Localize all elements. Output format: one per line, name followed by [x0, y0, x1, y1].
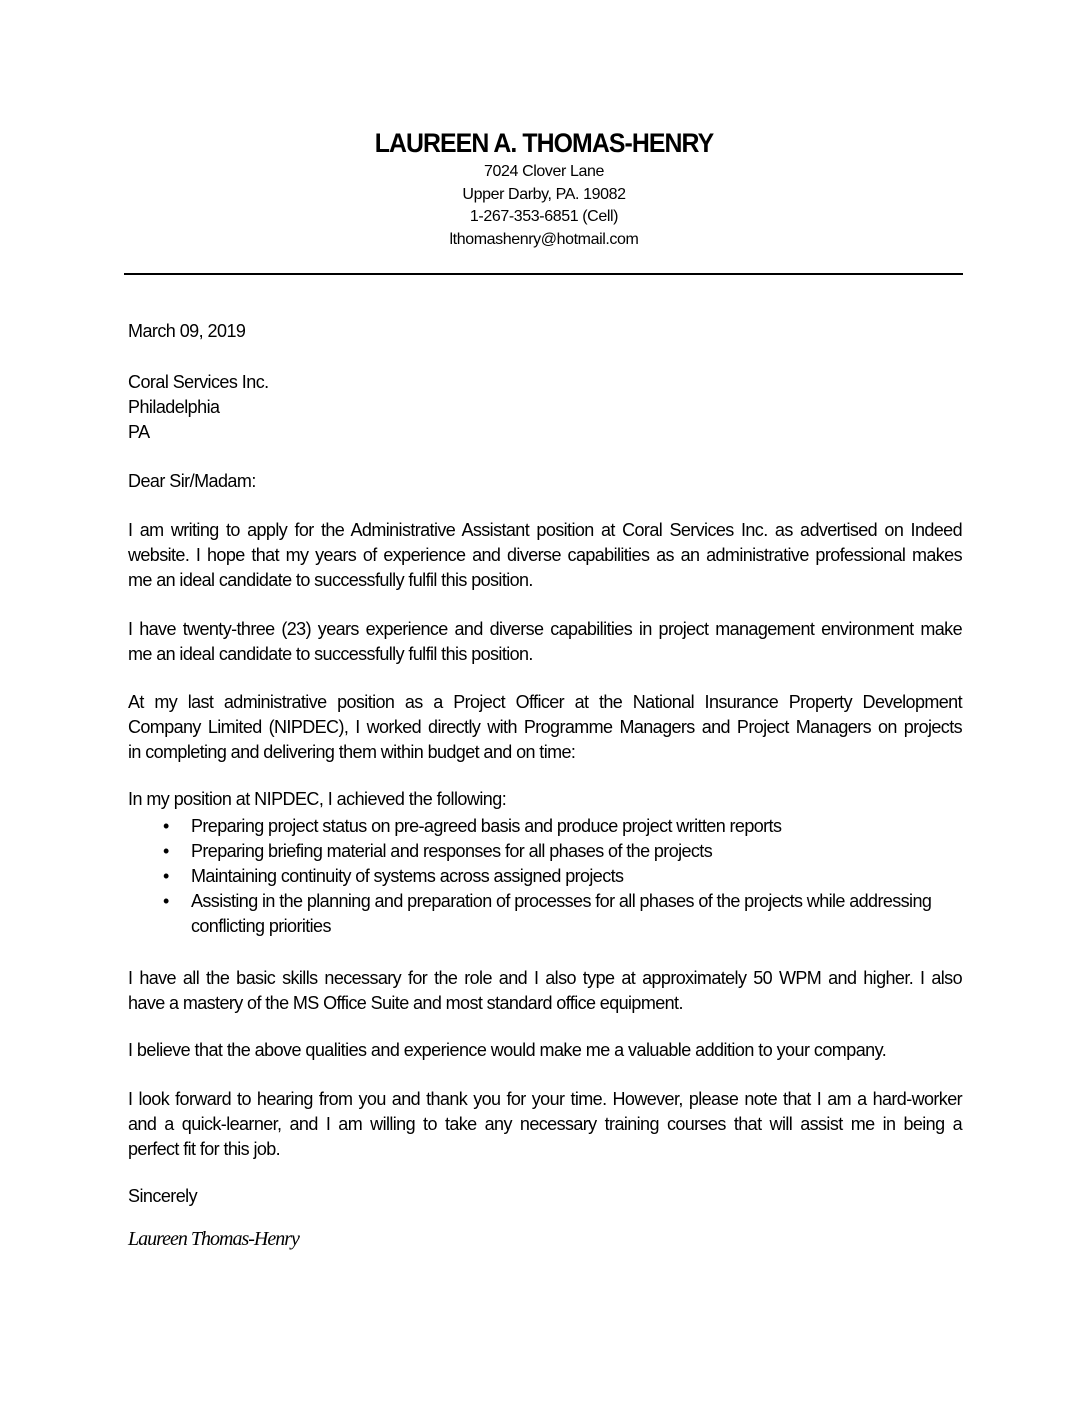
paragraph-intro: [128, 518, 962, 593]
bullet-icon: •: [163, 816, 169, 836]
signature: Laureen Thomas-Henry: [128, 1228, 299, 1250]
list-item: [128, 889, 962, 939]
paragraph-line: At my last administrative position as a Project Officer at the National Insurance Property Development: [128, 692, 962, 712]
applicant-name: LAUREEN A. THOMAS-HENRY: [374, 128, 714, 158]
recipient-company: Coral Services Inc.: [128, 372, 269, 392]
paragraph-line: Company Limited (NIPDEC), I worked directly with Programme Managers and Project Managers on projects: [128, 717, 962, 737]
list-item-text: Maintaining continuity of systems across assigned projects: [191, 866, 624, 886]
header-divider: [124, 273, 963, 275]
paragraph-skills: [128, 966, 962, 1016]
paragraph-qualities: I believe that the above qualities and experience would make me a valuable addition to your company.: [128, 1040, 887, 1060]
paragraph-line: in completing and delivering them within budget and on time:: [128, 742, 576, 762]
list-item: [128, 839, 962, 864]
bullet-icon: •: [163, 866, 169, 886]
address-line-1: 7024 Clover Lane: [484, 163, 604, 180]
paragraph-line: website. I hope that my years of experience and diverse capabilities as an administrative professional makes: [128, 545, 962, 565]
paragraph-line: I have twenty-three (23) years experience and diverse capabilities in project management environment make: [128, 619, 962, 639]
list-item-text: Preparing project status on pre-agreed basis and produce project written reports: [191, 816, 782, 836]
paragraph-last-position: [128, 690, 962, 765]
paragraph-line: and a quick-learner, and I am willing to take any necessary training courses that will assist me in being a: [128, 1114, 962, 1134]
paragraph-line: I am writing to apply for the Administrative Assistant position at Coral Services Inc. as advertised on Indeed: [128, 520, 962, 540]
list-item-text: Assisting in the planning and preparation of processes for all phases of the projects while addressing conflicting priorities: [191, 891, 932, 936]
bullet-icon: •: [163, 841, 169, 861]
paragraph-line: me an ideal candidate to successfully fulfil this position.: [128, 644, 533, 664]
salutation: Dear Sir/Madam:: [128, 471, 256, 491]
paragraph-line: me an ideal candidate to successfully fulfil this position.: [128, 570, 533, 590]
recipient-city: Philadelphia: [128, 397, 220, 417]
achievements-intro: In my position at NIPDEC, I achieved the following:: [128, 789, 507, 809]
list-item: [128, 864, 962, 889]
recipient-state: PA: [128, 422, 150, 442]
paragraph-line: I look forward to hearing from you and thank you for your time. However, please note that I am a hard-worker: [128, 1089, 962, 1109]
bullet-icon: •: [163, 891, 169, 911]
achievements-list: [128, 814, 962, 939]
paragraph-experience: [128, 617, 962, 667]
list-item: [128, 814, 962, 839]
paragraph-closing: [128, 1087, 962, 1162]
closing-valediction: Sincerely: [128, 1186, 198, 1206]
email-address: lthomashenry@hotmail.com: [449, 231, 639, 248]
phone-number: 1-267-353-6851 (Cell): [469, 208, 619, 225]
address-line-2: Upper Darby, PA. 19082: [462, 186, 626, 203]
letter-date: March 09, 2019: [128, 321, 246, 341]
paragraph-line: perfect fit for this job.: [128, 1139, 281, 1159]
list-item-text: Preparing briefing material and responses for all phases of the projects: [191, 841, 713, 861]
paragraph-line: I have all the basic skills necessary for the role and I also type at approximately 50 WPM and higher. I also: [128, 968, 962, 988]
paragraph-line: have a mastery of the MS Office Suite and most standard office equipment.: [128, 993, 683, 1013]
